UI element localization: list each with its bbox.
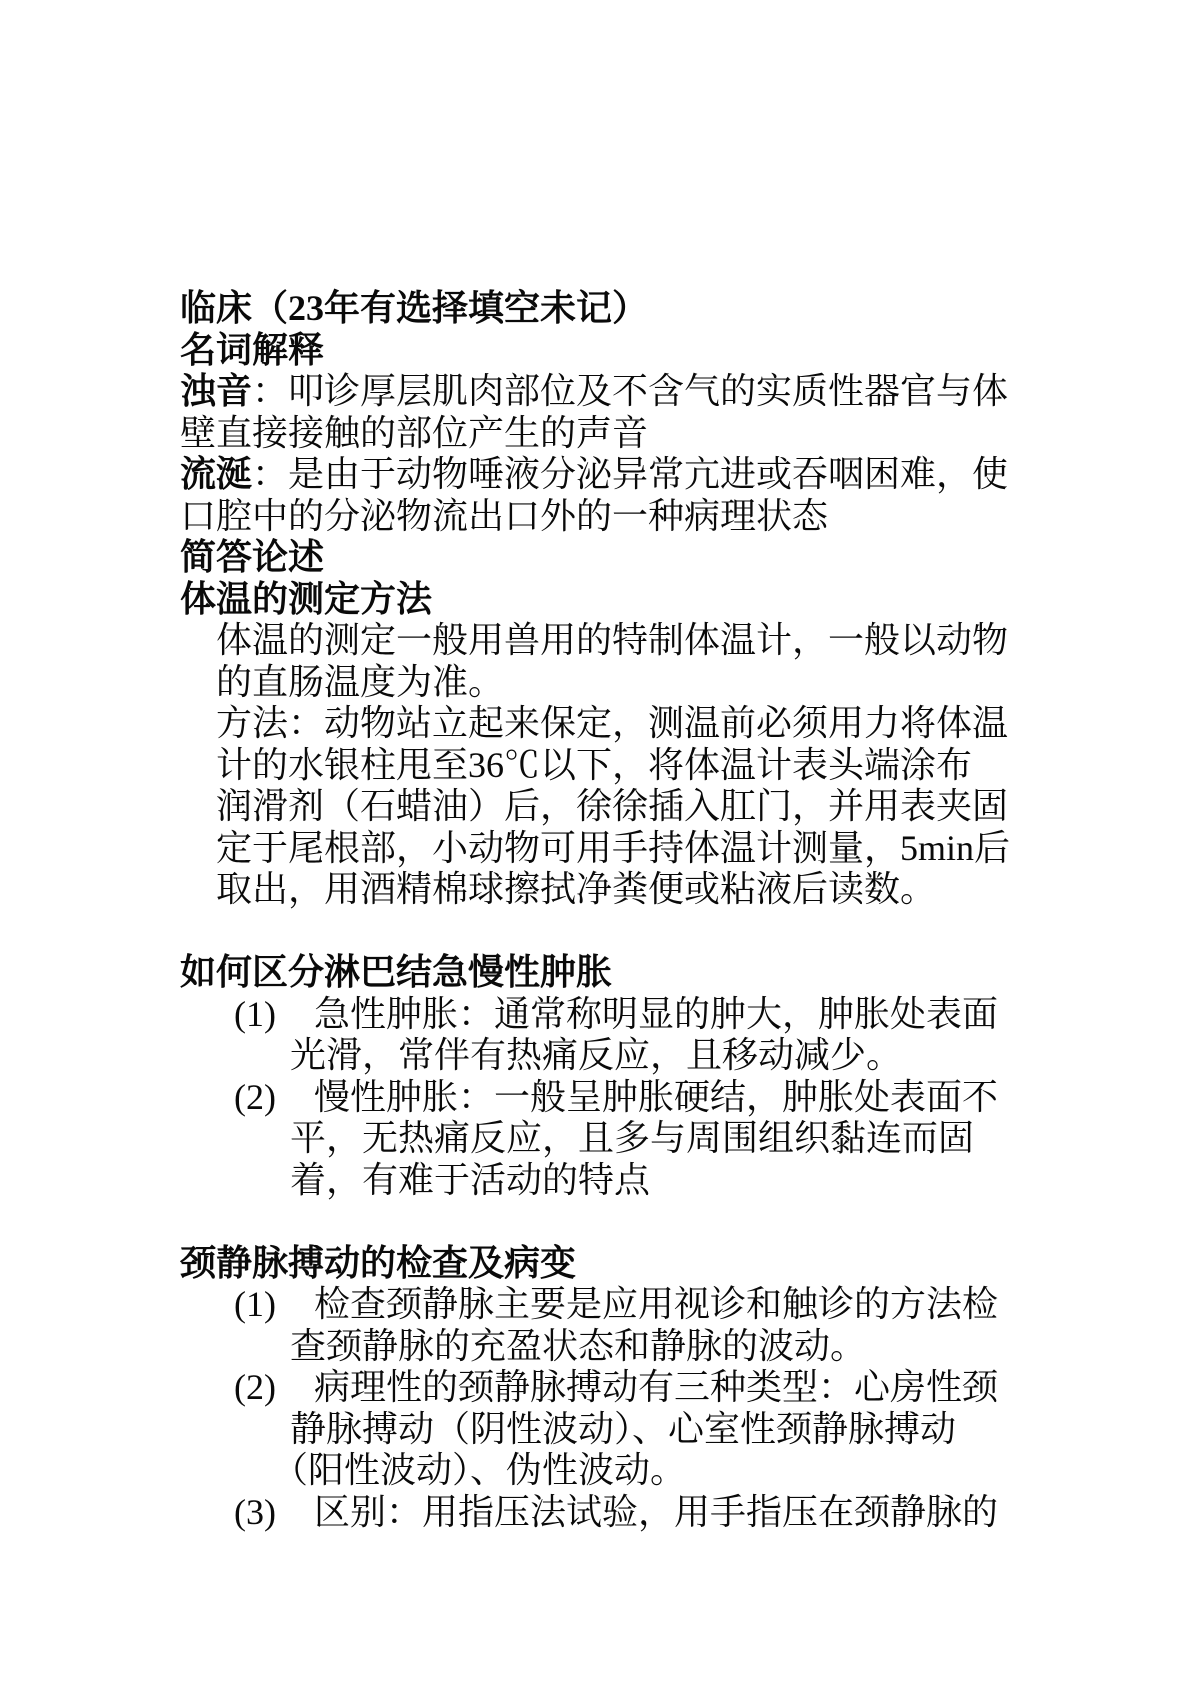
text-line — [0, 1408, 1190, 1450]
text-line — [0, 868, 1190, 910]
list-marker: (1) — [234, 993, 276, 1034]
body-text: 5min — [900, 827, 975, 868]
text-line — [0, 1491, 1190, 1533]
text-line — [0, 702, 1190, 744]
bold-text: 名词解释 — [180, 328, 325, 370]
text-line — [0, 370, 1190, 412]
body-text: 的直肠温度为准。 — [216, 660, 505, 702]
text-line — [0, 827, 1190, 869]
section-heading — [0, 536, 1190, 578]
list-marker: (2) — [234, 1076, 276, 1117]
body-text: 平，无热痛反应，且多与周围组织黏连而固 — [290, 1117, 975, 1158]
text-line — [0, 287, 1190, 329]
body-text: 着，有难于活动的特点 — [290, 1158, 651, 1200]
body-text: 急性肿胀：通常称明显的肿大，肿胀处表面 — [314, 992, 999, 1034]
text-line — [0, 1283, 1190, 1325]
bold-text: 流涎 — [180, 453, 253, 494]
text-line — [0, 1117, 1190, 1159]
body-text: 计的水银柱甩至 — [216, 743, 469, 785]
text-line — [0, 1325, 1190, 1367]
text-line — [0, 495, 1190, 537]
body-text: ：是由于动物唾液分泌异常亢进或吞咽困难，使 — [252, 453, 1009, 494]
body-text: ℃以下，将体温计表头端涂布 — [504, 743, 973, 785]
body-text: 壁直接接触的部位产生的声音 — [180, 411, 649, 453]
section-heading — [0, 578, 1190, 620]
text-line — [0, 619, 1190, 661]
bold-text: 简答论述 — [180, 536, 325, 577]
body-text: 取出，用酒精棉球擦拭净粪便或粘液后读数。 — [216, 868, 937, 909]
text-line — [0, 412, 1190, 454]
body-text: 检查颈静脉主要是应用视诊和触诊的方法检 — [314, 1283, 999, 1324]
body-text: 体温的测定一般用兽用的特制体温计，一般以动物 — [216, 619, 1009, 660]
body-text: 查颈静脉的充盈状态和静脉的波动。 — [290, 1324, 867, 1366]
list-marker: (3) — [234, 1491, 276, 1532]
body-text: 口腔中的分泌物流出口外的一种病理状态 — [180, 494, 829, 536]
body-text: 36 — [468, 744, 505, 785]
bold-text: 年有选择填空未记） — [324, 287, 649, 328]
list-marker: (2) — [234, 1367, 276, 1407]
body-text: 静脉搏动（阴性波动）、心室性颈静脉搏动 — [290, 1407, 957, 1449]
bold-text: 23 — [288, 288, 325, 328]
list-marker: (1) — [234, 1284, 276, 1324]
text-line — [0, 1449, 1190, 1491]
bold-text: 体温的测定方法 — [180, 577, 433, 619]
body-text: 区别：用指压法试验，用手指压在颈静脉的 — [314, 1490, 999, 1532]
text-line — [0, 661, 1190, 703]
text-line — [0, 1034, 1190, 1076]
section-heading — [0, 951, 1190, 993]
text-line — [0, 993, 1190, 1035]
document-text — [0, 287, 1190, 1532]
body-text: 润滑剂（石蜡油）后，徐徐插入肛门，并用表夹固 — [216, 785, 1009, 826]
section-heading — [0, 329, 1190, 371]
text-line — [0, 1366, 1190, 1408]
body-text: 慢性肿胀：一般呈肿胀硬结，肿胀处表面不 — [314, 1075, 999, 1117]
body-text: ：叩诊厚层肌肉部位及不含气的实质性器官与体 — [252, 370, 1009, 411]
bold-text: 浊音 — [180, 370, 253, 411]
section-heading — [0, 1242, 1190, 1284]
blank-line — [0, 1200, 1190, 1242]
body-text: （阳性波动）、伪性波动。 — [272, 1449, 687, 1490]
text-line — [0, 744, 1190, 786]
body-text: 定于尾根部，小动物可用手持体温计测量， — [216, 826, 901, 868]
bold-text: 颈静脉搏动的检查及病变 — [180, 1241, 577, 1283]
blank-line — [0, 910, 1190, 952]
text-line — [0, 1159, 1190, 1201]
text-line — [0, 453, 1190, 495]
bold-text: 临床（ — [180, 287, 289, 328]
body-text: 方法：动物站立起来保定，测温前必须用力将体温 — [216, 702, 1009, 743]
text-line — [0, 1076, 1190, 1118]
body-text: 病理性的颈静脉搏动有三种类型：心房性颈 — [314, 1366, 999, 1407]
text-line — [0, 785, 1190, 827]
bold-text: 如何区分淋巴结急慢性肿胀 — [180, 951, 613, 992]
body-text: 光滑，常伴有热痛反应，且移动减少。 — [290, 1034, 903, 1075]
body-text: 后 — [974, 826, 1011, 868]
